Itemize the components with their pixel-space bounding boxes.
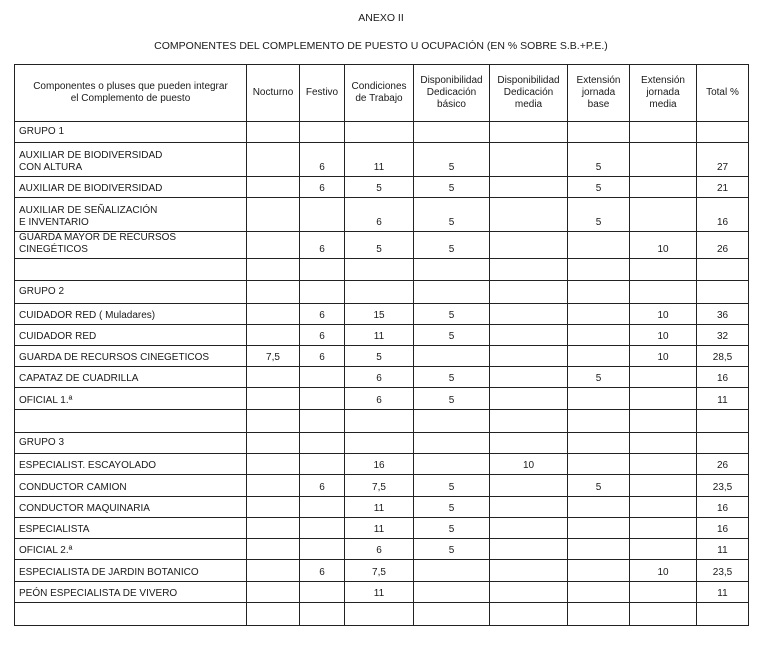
table-row [15, 539, 749, 560]
cell-festivo [300, 518, 345, 539]
cell-nocturno [247, 475, 300, 497]
cell-nocturno [247, 122, 300, 143]
cell-festivo: 6 [300, 304, 345, 325]
cell-festivo [300, 410, 345, 433]
cell-disp-media [490, 475, 568, 497]
row-name: CUIDADOR RED [15, 325, 247, 346]
row-name: AUXILIAR DE SEÑALIZACIÓN E INVENTARIO [15, 198, 247, 232]
cell-festivo: 6 [300, 143, 345, 177]
table-row [15, 582, 749, 603]
cell-disp-basico [414, 560, 490, 582]
cell-disp-media [490, 304, 568, 325]
cell-disp-basico: 5 [414, 497, 490, 518]
row-name [15, 603, 247, 626]
group-label: GRUPO 1 [15, 122, 247, 143]
cell-ext-media [630, 518, 697, 539]
cell-total: 16 [697, 198, 749, 232]
group-row [15, 433, 749, 454]
cell-condiciones: 11 [345, 143, 414, 177]
table-row [15, 232, 749, 259]
header-ext-media: Extensión jornada media [630, 65, 697, 122]
cell-ext-media: 10 [630, 346, 697, 367]
cell-total: 21 [697, 177, 749, 198]
cell-disp-basico [414, 122, 490, 143]
table-row [15, 325, 749, 346]
cell-festivo [300, 454, 345, 475]
blank-row [15, 259, 749, 281]
cell-total: 16 [697, 518, 749, 539]
cell-nocturno [247, 603, 300, 626]
group-label: GRUPO 2 [15, 281, 247, 304]
cell-ext-media [630, 177, 697, 198]
row-name: GUARDA MAYOR DE RECURSOS CINEGÉTICOS [15, 232, 247, 259]
cell-ext-media: 10 [630, 232, 697, 259]
cell-disp-basico [414, 259, 490, 281]
row-name: OFICIAL 1.ª [15, 388, 247, 410]
cell-disp-media [490, 518, 568, 539]
cell-ext-media [630, 539, 697, 560]
cell-disp-basico: 5 [414, 518, 490, 539]
cell-condiciones [345, 259, 414, 281]
cell-nocturno [247, 410, 300, 433]
cell-condiciones [345, 603, 414, 626]
header-nocturno: Nocturno [247, 65, 300, 122]
cell-ext-media [630, 367, 697, 388]
row-name: AUXILIAR DE BIODIVERSIDAD CON ALTURA [15, 143, 247, 177]
cell-ext-base [568, 497, 630, 518]
table-row [15, 367, 749, 388]
cell-ext-base [568, 560, 630, 582]
header-ext-base: Extensión jornada base [568, 65, 630, 122]
cell-nocturno [247, 388, 300, 410]
cell-ext-media [630, 603, 697, 626]
table-row [15, 560, 749, 582]
cell-total: 16 [697, 367, 749, 388]
cell-nocturno [247, 325, 300, 346]
cell-disp-media [490, 259, 568, 281]
header-disp-basico: Disponibilidad Dedicación básico [414, 65, 490, 122]
cell-disp-media [490, 433, 568, 454]
header-disp-media: Disponibilidad Dedicación media [490, 65, 568, 122]
cell-condiciones: 6 [345, 388, 414, 410]
cell-ext-media [630, 388, 697, 410]
cell-disp-media [490, 603, 568, 626]
cell-disp-media [490, 177, 568, 198]
cell-nocturno [247, 582, 300, 603]
cell-disp-basico: 5 [414, 198, 490, 232]
cell-ext-media [630, 475, 697, 497]
cell-ext-media: 10 [630, 325, 697, 346]
cell-festivo [300, 603, 345, 626]
cell-ext-base: 5 [568, 177, 630, 198]
row-name: ESPECIALIST. ESCAYOLADO [15, 454, 247, 475]
header-components: Componentes o pluses que pueden integrar el Complemento de puesto [15, 65, 247, 122]
cell-disp-basico [414, 603, 490, 626]
row-name: AUXILIAR DE BIODIVERSIDAD [15, 177, 247, 198]
table-row [15, 475, 749, 497]
row-name: CUIDADOR RED ( Muladares) [15, 304, 247, 325]
cell-ext-media [630, 454, 697, 475]
cell-ext-media [630, 582, 697, 603]
table-row [15, 388, 749, 410]
cell-total [697, 122, 749, 143]
cell-festivo [300, 497, 345, 518]
cell-disp-basico: 5 [414, 475, 490, 497]
cell-condiciones [345, 433, 414, 454]
row-name: ESPECIALISTA DE JARDIN BOTANICO [15, 560, 247, 582]
cell-disp-basico: 5 [414, 539, 490, 560]
cell-ext-media [630, 410, 697, 433]
cell-condiciones: 11 [345, 497, 414, 518]
cell-festivo [300, 259, 345, 281]
cell-condiciones: 5 [345, 232, 414, 259]
cell-nocturno: 7,5 [247, 346, 300, 367]
table-row [15, 346, 749, 367]
cell-ext-media [630, 122, 697, 143]
header-total: Total % [697, 65, 749, 122]
row-name: GUARDA DE RECURSOS CINEGETICOS [15, 346, 247, 367]
cell-ext-base [568, 454, 630, 475]
cell-nocturno [247, 539, 300, 560]
cell-ext-base [568, 539, 630, 560]
cell-condiciones: 6 [345, 539, 414, 560]
cell-nocturno [247, 232, 300, 259]
cell-ext-base: 5 [568, 143, 630, 177]
row-name: CONDUCTOR CAMION [15, 475, 247, 497]
cell-disp-basico [414, 410, 490, 433]
cell-ext-base [568, 518, 630, 539]
cell-total: 11 [697, 582, 749, 603]
cell-disp-basico: 5 [414, 304, 490, 325]
table-row [15, 454, 749, 475]
cell-disp-media [490, 346, 568, 367]
cell-condiciones [345, 410, 414, 433]
cell-total: 23,5 [697, 560, 749, 582]
cell-festivo [300, 198, 345, 232]
cell-ext-base [568, 232, 630, 259]
cell-condiciones: 11 [345, 518, 414, 539]
cell-condiciones: 15 [345, 304, 414, 325]
cell-ext-media: 10 [630, 304, 697, 325]
cell-disp-basico: 5 [414, 232, 490, 259]
cell-disp-media [490, 388, 568, 410]
cell-total: 36 [697, 304, 749, 325]
cell-disp-media: 10 [490, 454, 568, 475]
table-body [15, 122, 749, 626]
cell-disp-media [490, 122, 568, 143]
cell-ext-media: 10 [630, 560, 697, 582]
cell-condiciones: 5 [345, 346, 414, 367]
cell-condiciones: 6 [345, 198, 414, 232]
cell-ext-base: 5 [568, 198, 630, 232]
cell-ext-base [568, 410, 630, 433]
cell-disp-basico [414, 454, 490, 475]
cell-condiciones: 5 [345, 177, 414, 198]
cell-total: 11 [697, 388, 749, 410]
cell-total: 16 [697, 497, 749, 518]
cell-total [697, 259, 749, 281]
row-name: CAPATAZ DE CUADRILLA [15, 367, 247, 388]
cell-nocturno [247, 497, 300, 518]
cell-ext-base [568, 582, 630, 603]
cell-festivo [300, 122, 345, 143]
cell-total: 32 [697, 325, 749, 346]
cell-nocturno [247, 198, 300, 232]
cell-festivo [300, 539, 345, 560]
cell-condiciones: 11 [345, 582, 414, 603]
annex-title: ANEXO II [358, 12, 404, 24]
cell-total: 23,5 [697, 475, 749, 497]
cell-nocturno [247, 433, 300, 454]
header-festivo: Festivo [300, 65, 345, 122]
cell-disp-media [490, 367, 568, 388]
cell-total [697, 281, 749, 304]
cell-disp-basico [414, 582, 490, 603]
cell-disp-basico [414, 346, 490, 367]
table-row [15, 497, 749, 518]
cell-nocturno [247, 304, 300, 325]
cell-total: 26 [697, 232, 749, 259]
header-condiciones: Condiciones de Trabajo [345, 65, 414, 122]
cell-ext-media [630, 143, 697, 177]
cell-ext-base: 5 [568, 475, 630, 497]
cell-nocturno [247, 560, 300, 582]
cell-nocturno [247, 177, 300, 198]
cell-total: 27 [697, 143, 749, 177]
cell-ext-base [568, 433, 630, 454]
cell-festivo [300, 281, 345, 304]
cell-nocturno [247, 259, 300, 281]
cell-condiciones [345, 122, 414, 143]
cell-disp-basico [414, 281, 490, 304]
cell-disp-media [490, 410, 568, 433]
cell-ext-base [568, 346, 630, 367]
cell-festivo: 6 [300, 346, 345, 367]
cell-disp-basico [414, 433, 490, 454]
cell-festivo [300, 433, 345, 454]
cell-total: 28,5 [697, 346, 749, 367]
cell-condiciones: 16 [345, 454, 414, 475]
cell-festivo: 6 [300, 232, 345, 259]
row-name [15, 410, 247, 433]
cell-condiciones [345, 281, 414, 304]
blank-row [15, 603, 749, 626]
cell-disp-media [490, 560, 568, 582]
complement-table [14, 64, 749, 626]
cell-nocturno [247, 518, 300, 539]
cell-ext-media [630, 497, 697, 518]
cell-disp-media [490, 325, 568, 346]
table-row [15, 143, 749, 177]
cell-festivo [300, 388, 345, 410]
cell-festivo: 6 [300, 177, 345, 198]
row-name: PEÓN ESPECIALISTA DE VIVERO [15, 582, 247, 603]
cell-total [697, 433, 749, 454]
cell-disp-media [490, 143, 568, 177]
row-name: OFICIAL 2.ª [15, 539, 247, 560]
cell-condiciones: 11 [345, 325, 414, 346]
cell-condiciones: 7,5 [345, 560, 414, 582]
cell-disp-media [490, 497, 568, 518]
cell-disp-basico: 5 [414, 143, 490, 177]
table-row [15, 177, 749, 198]
cell-festivo [300, 367, 345, 388]
table-row [15, 304, 749, 325]
cell-festivo: 6 [300, 475, 345, 497]
cell-ext-base [568, 325, 630, 346]
cell-ext-base [568, 304, 630, 325]
row-name [15, 259, 247, 281]
cell-ext-media [630, 259, 697, 281]
group-label: GRUPO 3 [15, 433, 247, 454]
cell-total [697, 603, 749, 626]
cell-disp-media [490, 539, 568, 560]
blank-row [15, 410, 749, 433]
cell-disp-media [490, 198, 568, 232]
cell-nocturno [247, 367, 300, 388]
cell-ext-base [568, 603, 630, 626]
cell-festivo [300, 582, 345, 603]
cell-nocturno [247, 143, 300, 177]
cell-total: 11 [697, 539, 749, 560]
cell-disp-basico: 5 [414, 325, 490, 346]
cell-total [697, 410, 749, 433]
cell-ext-base [568, 122, 630, 143]
table-row [15, 518, 749, 539]
cell-ext-media [630, 198, 697, 232]
cell-total: 26 [697, 454, 749, 475]
cell-festivo: 6 [300, 325, 345, 346]
cell-disp-media [490, 281, 568, 304]
table-header-row [15, 65, 749, 122]
row-name: CONDUCTOR MAQUINARIA [15, 497, 247, 518]
group-row [15, 122, 749, 143]
cell-disp-basico: 5 [414, 388, 490, 410]
cell-ext-media [630, 281, 697, 304]
cell-ext-base [568, 259, 630, 281]
cell-nocturno [247, 281, 300, 304]
cell-ext-base [568, 281, 630, 304]
cell-condiciones: 6 [345, 367, 414, 388]
row-name: ESPECIALISTA [15, 518, 247, 539]
cell-condiciones: 7,5 [345, 475, 414, 497]
cell-disp-media [490, 582, 568, 603]
group-row [15, 281, 749, 304]
cell-ext-base: 5 [568, 367, 630, 388]
cell-nocturno [247, 454, 300, 475]
table-row [15, 198, 749, 232]
cell-ext-base [568, 388, 630, 410]
cell-disp-basico: 5 [414, 177, 490, 198]
document-subtitle: COMPONENTES DEL COMPLEMENTO DE PUESTO U OCUPACIÓN (EN % SOBRE S.B.+P.E.) [154, 40, 608, 52]
cell-disp-basico: 5 [414, 367, 490, 388]
cell-festivo: 6 [300, 560, 345, 582]
cell-disp-media [490, 232, 568, 259]
cell-ext-media [630, 433, 697, 454]
